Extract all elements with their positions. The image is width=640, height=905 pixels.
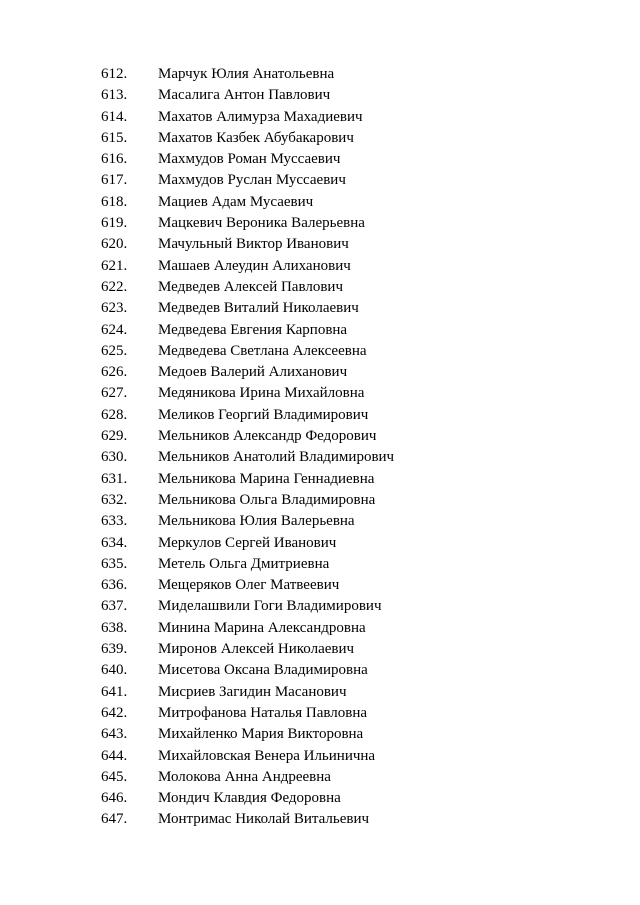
entry-number: 630. xyxy=(101,449,128,466)
list-item xyxy=(101,533,394,554)
entry-number: 629. xyxy=(101,428,128,445)
entry-number: 647. xyxy=(101,811,128,828)
entry-number: 627. xyxy=(101,385,128,402)
list-item xyxy=(101,213,394,234)
entry-number: 615. xyxy=(101,129,128,146)
list-item xyxy=(101,809,394,830)
list-item xyxy=(101,746,394,767)
entry-number: 619. xyxy=(101,215,128,232)
entry-number: 624. xyxy=(101,321,128,338)
entry-number: 641. xyxy=(101,683,128,700)
list-item xyxy=(101,469,394,490)
list-item xyxy=(101,341,394,362)
entry-full-name: Михайловская Венера Ильинична xyxy=(158,747,376,764)
name-list xyxy=(101,64,394,831)
entry-full-name: Мисетова Оксана Владимировна xyxy=(158,662,368,679)
entry-full-name: Мельникова Ольга Владимировна xyxy=(158,491,376,508)
entry-number: 628. xyxy=(101,406,128,423)
entry-number: 613. xyxy=(101,87,128,104)
entry-number: 636. xyxy=(101,577,128,594)
entry-number: 639. xyxy=(101,641,128,658)
list-item xyxy=(101,149,394,170)
entry-full-name: Монтримас Николай Витальевич xyxy=(158,811,370,828)
entry-full-name: Махатов Алимурза Махадиевич xyxy=(158,108,363,125)
entry-number: 633. xyxy=(101,513,128,530)
entry-full-name: Мельникова Марина Геннадиевна xyxy=(158,470,375,487)
entry-full-name: Марчук Юлия Анатольевна xyxy=(158,66,335,82)
entry-full-name: Мациев Адам Мусаевич xyxy=(158,193,314,210)
list-item xyxy=(101,554,394,575)
list-item xyxy=(101,277,394,298)
list-item xyxy=(101,192,394,213)
entry-full-name: Мацкевич Вероника Валерьевна xyxy=(158,215,365,232)
entry-full-name: Медведев Виталий Николаевич xyxy=(158,300,359,317)
entry-number: 640. xyxy=(101,662,128,679)
list-item xyxy=(101,703,394,724)
list-item xyxy=(101,682,394,703)
entry-number: 643. xyxy=(101,726,128,743)
list-item xyxy=(101,426,394,447)
entry-number: 634. xyxy=(101,534,128,551)
list-item xyxy=(101,447,394,468)
entry-full-name: Медведева Светлана Алексеевна xyxy=(158,342,367,359)
entry-number: 614. xyxy=(101,108,128,125)
entry-full-name: Михайленко Мария Викторовна xyxy=(158,726,364,743)
entry-full-name: Миделашвили Гоги Владимирович xyxy=(158,598,382,615)
list-item xyxy=(101,128,394,149)
entry-full-name: Махатов Казбек Абубакарович xyxy=(158,129,354,146)
entry-full-name: Медведев Алексей Павлович xyxy=(158,278,343,295)
entry-full-name: Молокова Анна Андреевна xyxy=(158,768,331,785)
entry-full-name: Мисриев Загидин Масанович xyxy=(158,683,347,700)
entry-number: 631. xyxy=(101,470,128,487)
entry-full-name: Мещеряков Олег Матвеевич xyxy=(158,577,340,594)
list-item xyxy=(101,490,394,511)
entry-full-name: Меркулов Сергей Иванович xyxy=(158,534,337,551)
list-item xyxy=(101,767,394,788)
list-item xyxy=(101,724,394,745)
entry-number: 621. xyxy=(101,257,128,274)
list-item xyxy=(101,660,394,681)
entry-number: 632. xyxy=(101,491,128,508)
list-item xyxy=(101,170,394,191)
entry-full-name: Митрофанова Наталья Павловна xyxy=(158,704,368,721)
list-item xyxy=(101,639,394,660)
entry-full-name: Медведева Евгения Карповна xyxy=(158,321,348,338)
entry-full-name: Мачульный Виктор Иванович xyxy=(158,236,349,253)
entry-number: 618. xyxy=(101,193,128,210)
entry-number: 620. xyxy=(101,236,128,253)
list-item xyxy=(101,85,394,106)
list-item xyxy=(101,234,394,255)
list-item xyxy=(101,107,394,128)
list-item xyxy=(101,383,394,404)
list-item xyxy=(101,298,394,319)
entry-full-name: Машаев Алеудин Алиханович xyxy=(158,257,351,274)
entry-full-name: Махмудов Руслан Муссаевич xyxy=(158,172,346,189)
list-item xyxy=(101,256,394,277)
entry-number: 612. xyxy=(101,66,128,82)
entry-number: 635. xyxy=(101,555,128,572)
entry-number: 637. xyxy=(101,598,128,615)
entry-number: 642. xyxy=(101,704,128,721)
list-item xyxy=(101,575,394,596)
entry-number: 616. xyxy=(101,151,128,168)
entry-number: 638. xyxy=(101,619,128,636)
entry-number: 645. xyxy=(101,768,128,785)
entry-number: 626. xyxy=(101,364,128,381)
list-item xyxy=(101,618,394,639)
entry-full-name: Мельников Анатолий Владимирович xyxy=(158,449,395,466)
entry-number: 617. xyxy=(101,172,128,189)
list-item xyxy=(101,788,394,809)
list-item xyxy=(101,362,394,383)
entry-full-name: Медоев Валерий Алиханович xyxy=(158,364,348,381)
entry-number: 625. xyxy=(101,342,128,359)
entry-number: 644. xyxy=(101,747,128,764)
entry-number: 646. xyxy=(101,790,128,807)
entry-full-name: Меликов Георгий Владимирович xyxy=(158,406,369,423)
entry-number: 622. xyxy=(101,278,128,295)
list-item xyxy=(101,596,394,617)
list-item xyxy=(101,320,394,341)
entry-full-name: Мондич Клавдия Федоровна xyxy=(158,790,341,807)
entry-full-name: Масалига Антон Павлович xyxy=(158,87,331,104)
entry-full-name: Махмудов Роман Муссаевич xyxy=(158,151,341,168)
list-item xyxy=(101,511,394,532)
entry-full-name: Мельникова Юлия Валерьевна xyxy=(158,513,355,530)
entry-number: 623. xyxy=(101,300,128,317)
entry-full-name: Мельников Александр Федорович xyxy=(158,428,377,445)
entry-full-name: Миронов Алексей Николаевич xyxy=(158,641,355,658)
list-item xyxy=(101,405,394,426)
list-item xyxy=(101,64,394,85)
entry-full-name: Метель Ольга Дмитриевна xyxy=(158,555,330,572)
entry-full-name: Минина Марина Александровна xyxy=(158,619,366,636)
entry-full-name: Медяникова Ирина Михайловна xyxy=(158,385,365,402)
